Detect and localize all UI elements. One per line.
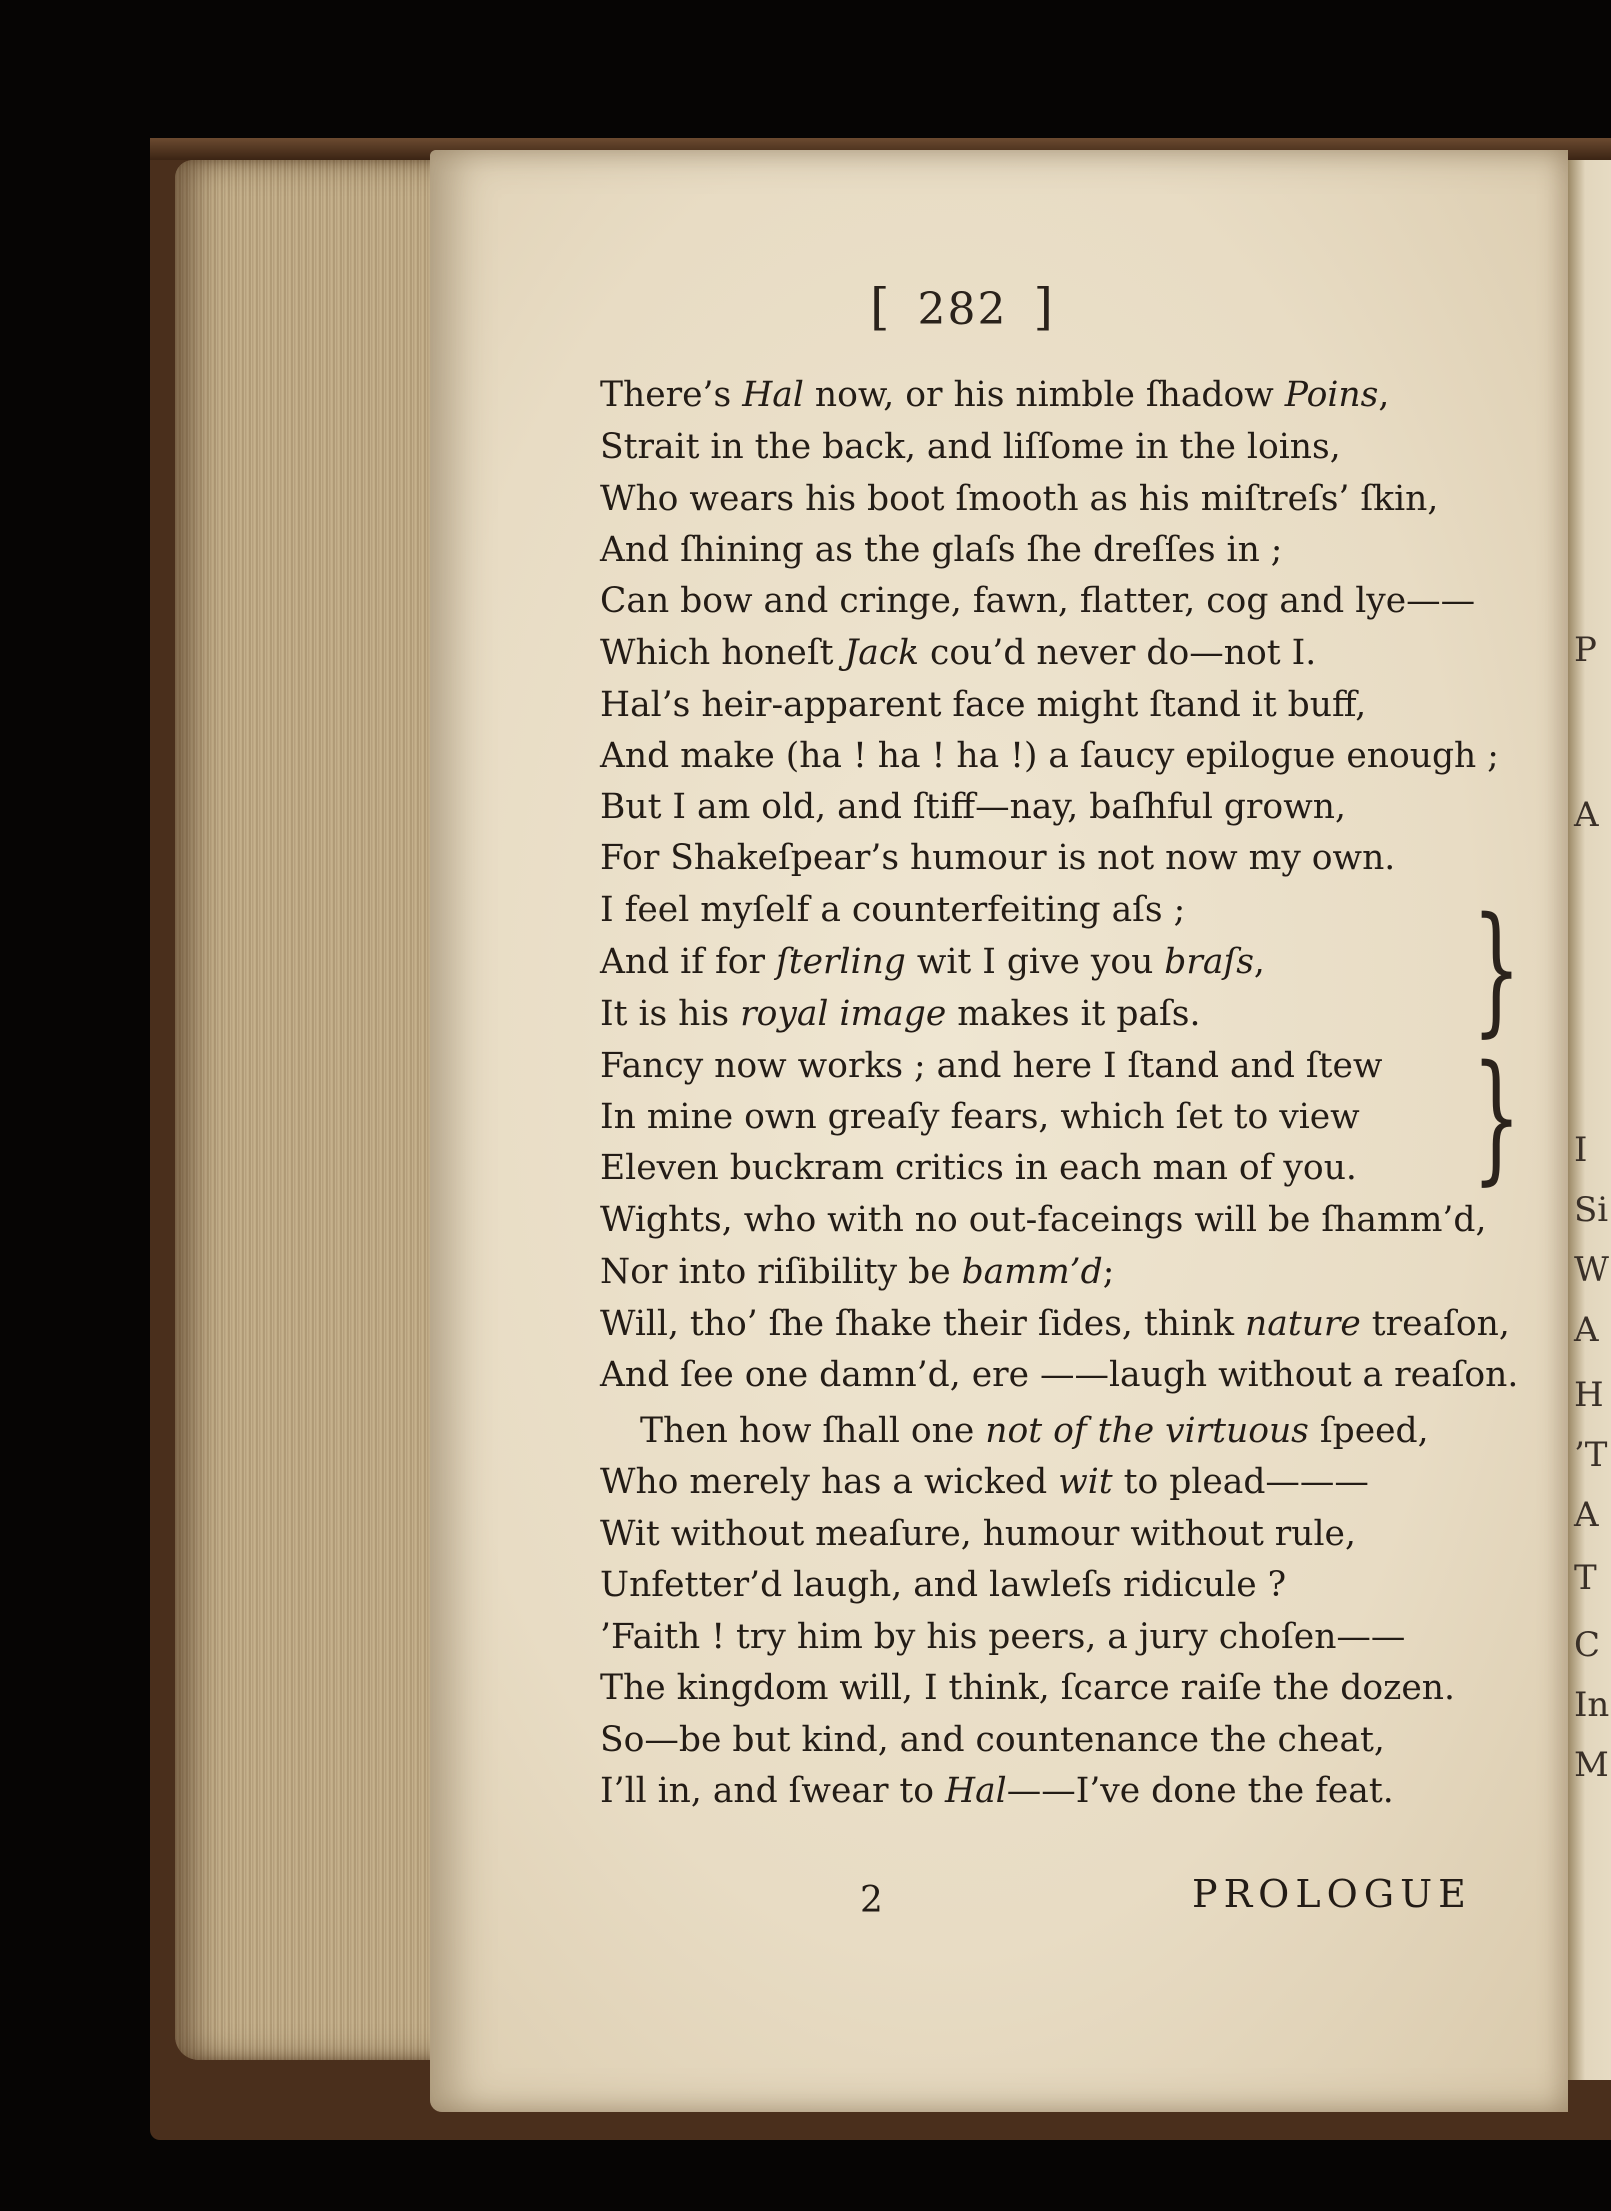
italic-text: Hal [742,375,804,415]
facing-page-fragment: T [1574,1558,1597,1598]
verse-line [600,1148,1357,1188]
line-text: And ſee one damn’d, ere ——laugh without a reaſon. [600,1355,1519,1395]
line-text: Unfetter’d laugh, and lawleſs ridicule ? [600,1565,1287,1605]
line-text: ——I’ve done the feat. [1006,1771,1394,1811]
italic-text: nature [1245,1304,1361,1344]
verse-line [600,1252,1115,1292]
line-text: I feel myſelf a counterfeiting aſs ; [600,890,1186,930]
line-text: And if for [600,942,776,982]
page-header [870,278,1055,336]
line-text: Hal’s heir-apparent face might ſtand it buff, [600,685,1367,725]
verse-line [600,1514,1356,1554]
line-text: Wit without meaſure, humour without rule, [600,1514,1356,1554]
line-text: Eleven buckram critics in each man of you. [600,1148,1357,1188]
verse-line [600,1097,1360,1137]
italic-text: wit [1058,1462,1113,1502]
signature-mark: 2 [860,1880,883,1921]
line-text: Fancy now works ; and here I ſtand and ſtew [600,1046,1383,1086]
verse-line [600,942,1265,982]
verse-line [600,890,1186,930]
line-text: to plead——— [1112,1462,1369,1502]
facing-page-fragment: M [1574,1745,1609,1785]
italic-text: royal image [740,994,947,1034]
line-text: ſpeed, [1308,1411,1429,1451]
facing-page-fragment: A [1574,795,1599,835]
brace-2: } [1472,1036,1522,1199]
verse-line [600,1462,1369,1502]
line-text: ; [1102,1252,1115,1292]
verse-line [600,1304,1510,1344]
verse-line [600,1720,1385,1760]
page-number: 282 [917,284,1008,335]
catchword: PROLOGUE [1192,1872,1472,1916]
italic-text: ſterling [775,942,906,982]
facing-page-fragment: C [1574,1625,1601,1665]
verse-line [600,581,1476,621]
verse-line [600,1565,1287,1605]
verse-line [600,1617,1406,1657]
verse-line [600,530,1283,570]
verse-line [600,375,1390,415]
facing-page-fragment: H [1574,1375,1604,1415]
italic-text: Jack [844,633,920,673]
line-text: And ſhining as the glaſs ſhe dreſſes in ; [600,530,1283,570]
verse-line [600,633,1317,673]
facing-page-fragment: In [1574,1685,1610,1725]
verse-line [600,1355,1519,1395]
line-text: And make (ha ! ha ! ha !) a ſaucy epilogue enough ; [600,736,1499,776]
facing-page-fragment: W [1574,1250,1609,1290]
line-text: Wights, who with no out-faceings will be ſhamm’d, [600,1200,1487,1240]
line-text: , [1253,942,1265,982]
italic-text: braſs [1164,942,1254,982]
line-text: Who merely has a wicked [600,1462,1059,1502]
line-text: ’Faith ! try him by his peers, a jury choſen—— [600,1617,1406,1657]
verse-line [600,787,1346,827]
verse-line [600,1200,1487,1240]
verse-line [600,736,1499,776]
line-text: In mine own greaſy fears, which ſet to view [600,1097,1360,1137]
verse-line [600,1771,1394,1811]
line-text: There’s [600,375,743,415]
line-text: Which honeſt [600,633,845,673]
bracket-open: [ [870,278,892,336]
italic-text: Hal [945,1771,1007,1811]
line-text: makes it paſs. [946,994,1201,1034]
line-text: I’ll in, and ſwear to [600,1771,945,1811]
facing-page-fragment: Si [1574,1190,1609,1230]
page-block-edges [175,160,445,2060]
line-text: Can bow and cringe, fawn, flatter, cog and lye—— [600,581,1476,621]
verse-line [600,427,1341,467]
brace-1: } [1472,888,1522,1051]
line-text: treaſon, [1360,1304,1510,1344]
facing-page-fragment: ’T [1574,1435,1608,1475]
verse-line [600,479,1439,519]
line-text: But I am old, and ſtiff—nay, baſhful grown, [600,787,1346,827]
line-text: cou’d never do—not I. [919,633,1317,673]
line-text: Strait in the back, and liſſome in the loins, [600,427,1341,467]
line-text: Nor into riſibility be [600,1252,962,1292]
line-text: For Shakeſpear’s humour is not now my own. [600,838,1396,878]
line-text: , [1378,375,1390,415]
bracket-close: ] [1033,278,1056,336]
facing-page-fragment: I [1574,1130,1588,1170]
facing-page-fragment: A [1574,1495,1599,1535]
italic-text: Poins [1284,375,1379,415]
line-text: now, or his nimble ſhadow [803,375,1285,415]
verse-line [600,1668,1455,1708]
verse-line [640,1411,1429,1451]
line-text: The kingdom will, I think, ſcarce raiſe the dozen. [600,1668,1455,1708]
facing-page [1568,160,1611,2080]
verse-line [600,838,1396,878]
italic-text: not of the virtuous [985,1411,1309,1451]
facing-page-fragment: P [1574,630,1597,670]
line-text: Will, tho’ ſhe ſhake their ſides, think [600,1304,1246,1344]
verse-line [600,685,1367,725]
line-text: Then how ſhall one [640,1411,986,1451]
facing-page-fragment: A [1574,1310,1599,1350]
verse-line [600,1046,1383,1086]
verse-line [600,994,1201,1034]
line-text: wit I give you [905,942,1165,982]
line-text: It is his [600,994,741,1034]
line-text: So—be but kind, and countenance the cheat, [600,1720,1385,1760]
line-text: Who wears his boot ſmooth as his miſtreſs’ ſkin, [600,479,1439,519]
italic-text: bamm’d [961,1252,1103,1292]
